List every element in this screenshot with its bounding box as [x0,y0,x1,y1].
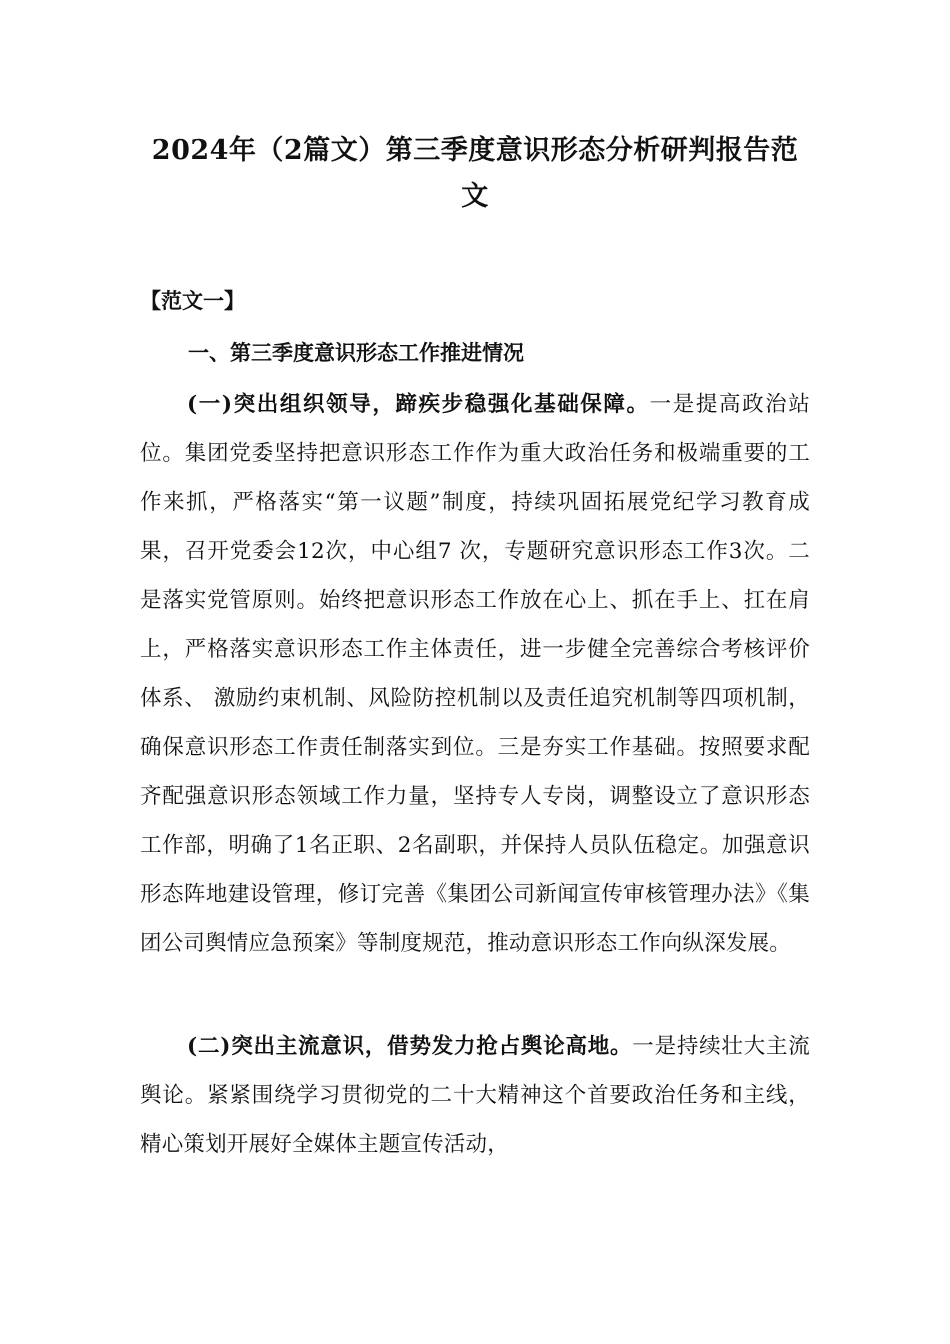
paragraph-1-body: 一是提高政治站位。集团党委坚持把意识形态工作作为重大政治任务和极端重要的工作来抓，严格落实“第一议题”制度，持续巩固拓展党纪学习教育成果，召开党委会12次，中心组7 次，专题研究意识形态工作3次。二是落实党管原则。始终把意识形态工作放在心上、抓在手上、扛在肩上，严格落实意识形态工作主体责任，进一步健全完善综合考核评价体系、 激励约束机制、风险防控机制以及责任追究机制等四项机制， 确保意识形态工作责任制落实到位。三是夯实工作基础。按照要求配齐配强意识形态领域工作力量，坚持专人专岗，调整设立了意识形态工作部，明确了1名正职、2名副职，并保持人员队伍稳定。加强意识形态阵地建设管理，修订完善《集团公司新闻宣传审核管理办法》《集团公司舆情应急预案》等制度规范，推动意识形态工作向纵深发展。 [140,392,810,956]
paragraph-2 [140,1022,810,1169]
section-heading: 一、第三季度意识形态工作推进情况 [188,340,524,365]
document-title [120,128,830,220]
section-label: 【范文一】 [140,288,245,313]
title-line-1: 2024年（2篇文）第三季度意识形态分析研判报告范 [151,135,799,166]
paragraph-2-body: 一是持续壮大主流舆论。紧紧围绕学习贯彻党的二十大精神这个首要政治任务和主线，精心策划开展好全媒体主题宣传活动， [140,1034,810,1157]
title-line-2: 文 [461,181,489,212]
paragraph-1-lead: (一)突出组织领导，蹄疾步稳强化基础保障。 [187,392,650,417]
paragraph-2-lead: (二)突出主流意识，借势发力抢占舆论高地。 [187,1034,633,1059]
paragraph-1 [140,380,810,968]
